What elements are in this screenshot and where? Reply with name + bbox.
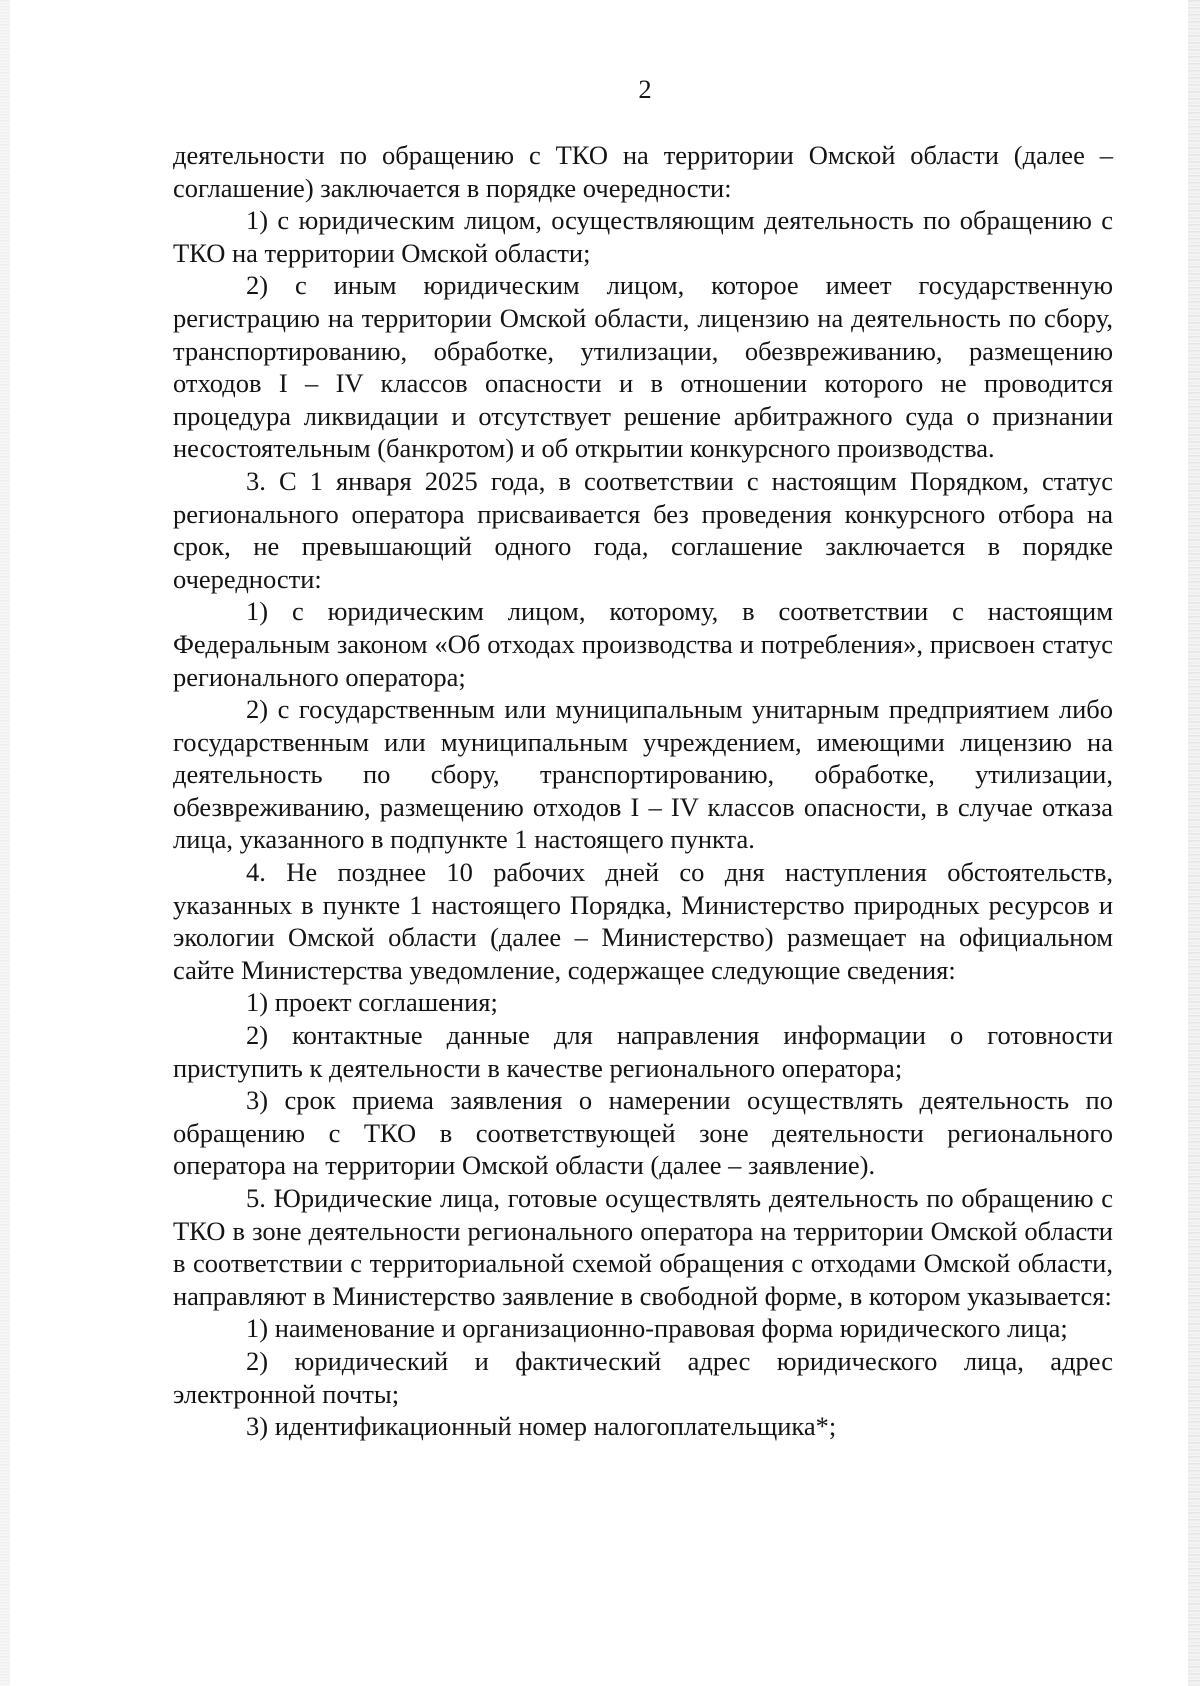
- scan-edge-right: [1188, 0, 1200, 1686]
- paragraph-continuation: деятельности по обращению с ТКО на территории Омской области (далее – соглашение) заключается в порядке очередности:: [173, 140, 1113, 203]
- paragraph-item-1: 1) наименование и организационно-правовая форма юридического лица;: [246, 1313, 1068, 1344]
- paragraph-item-2: 2) юридический и фактический адрес юридического лица, адрес электронной почты;: [173, 1345, 1113, 1409]
- paragraph-clause-3: 3. С 1 января 2025 года, в соответствии с настоящим Порядком, статус регионального оператора присваивается без проведения конкурсного отбора на срок, не превышающий одного года, соглашение заключается в порядке очередности:: [173, 465, 1113, 594]
- paragraph-item-2: 2) с государственным или муниципальным унитарным предприятием либо государственным или муниципальным учреждением, имеющими лицензию на деятельность по сбору, транспортированию, обработке, утилизации, обезвреживанию, размещению отходов I – IV классов опасности, в случае отказа лица, указанного в подпункте 1 настоящего пункта.: [173, 694, 1113, 855]
- paragraph-item-1: 1) проект соглашения;: [246, 987, 498, 1018]
- paragraph-item-1: 1) с юридическим лицом, которому, в соответствии с настоящим Федеральным законом «Об отходах производства и потребления», присвоен статус регионального оператора;: [173, 596, 1113, 692]
- paragraph-item-3: 3) срок приема заявления о намерении осуществлять деятельность по обращению с ТКО в соответствующей зоне деятельности регионального оператора на территории Омской области (далее – заявление).: [173, 1085, 1113, 1181]
- paragraph-item-1: 1) с юридическим лицом, осуществляющим деятельность по обращению с ТКО на территории Омской области;: [173, 205, 1113, 268]
- paragraph-item-2: 2) контактные данные для направления информации о готовности приступить к деятельности в качестве регионального оператора;: [173, 1020, 1113, 1083]
- paragraph-clause-5: 5. Юридические лица, готовые осуществлять деятельность по обращению с ТКО в зоне деятельности регионального оператора на территории Омской области в соответствии с территориальной схемой обращения с отходами Омской области, направляют в Министерство заявление в свободной форме, в котором указывается:: [173, 1183, 1113, 1311]
- page-number: 2: [638, 74, 652, 104]
- paragraph-item-2: 2) с иным юридическим лицом, которое имеет государственную регистрацию на территории Омской области, лицензию на деятельность по сбору, транспортированию, обработке, утилизации, обезвреживанию, размещению отходов I – IV классов опасности и в отношении которого не проводится процедура ликвидации и отсутствует решение арбитражного суда о признании несостоятельным (банкротом) и об открытии конкурсного производства.: [173, 270, 1113, 464]
- scan-edge-left: [0, 0, 10, 1686]
- document-body: [173, 139, 1113, 1443]
- paragraph-item-3: 3) идентификационный номер налогоплательщика*;: [246, 1411, 837, 1442]
- paragraph-clause-4: 4. Не позднее 10 рабочих дней со дня наступления обстоятельств, указанных в пункте 1 настоящего Порядка, Министерство природных ресурсов и экологии Омской области (далее – Министерство) размещает на официальном сайте Министерства уведомление, содержащее следующие сведения:: [173, 857, 1113, 985]
